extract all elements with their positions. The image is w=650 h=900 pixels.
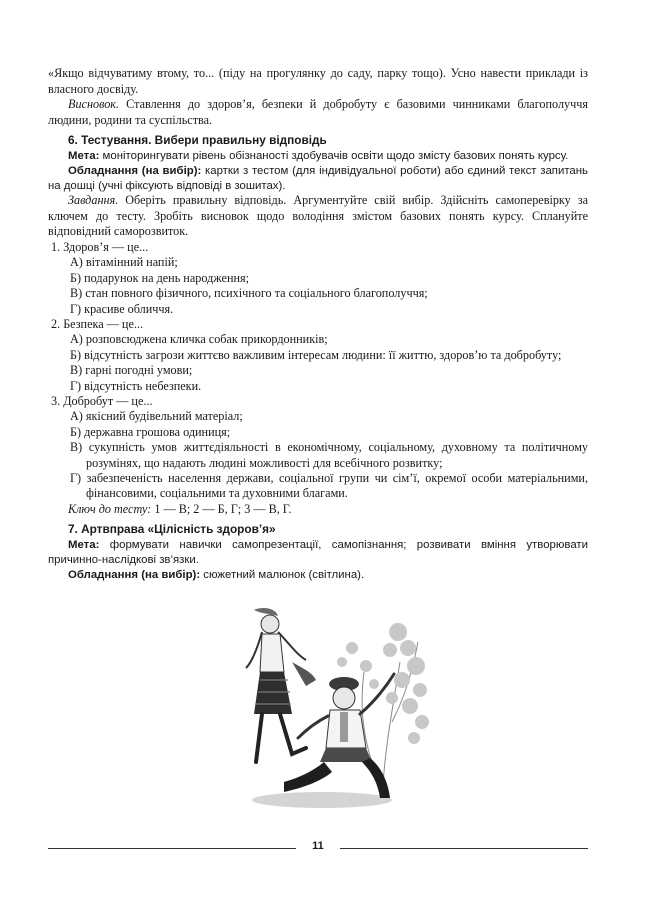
male-dancer — [284, 674, 394, 798]
section6-goal-text: моніторингувати рівень обізнаності здобувачів освіти щодо змісту базових понять курсу. — [99, 150, 569, 163]
answer-option: В) стан повного фізичного, психічного та соціального благополуччя; — [70, 286, 428, 301]
ground-shadow — [252, 792, 392, 808]
footer-rule-right — [340, 848, 588, 849]
section6-goal — [48, 149, 588, 164]
answer-option: В) сукупність умов життєдіяльності в економічному, соціальному, духовному та політичному розумінях, що надають людині можливості для всебічного розвитку; — [70, 440, 588, 470]
answer-option: А) вітамінний напій; — [70, 255, 178, 270]
intro-sentence: «Якщо відчуватиму втому, то... (піду на прогулянку до саду, парку тощо). Усно навести приклади із власного досвіду. — [48, 66, 588, 96]
test-question-2 — [48, 317, 588, 394]
test-key — [48, 502, 588, 518]
test-question-3 — [48, 394, 588, 502]
test-question-1 — [48, 240, 588, 317]
section6-goal-label: Мета: — [68, 150, 100, 163]
answer-option: Б) відсутність загрози життєво важливим інтересам людини: її життю, здоров’ю та добробуту; — [70, 347, 562, 362]
answer-option: В) гарні погодні умови; — [70, 363, 193, 378]
section7-goal-text: формувати навички самопрезентації, самопізнання; розвивати вміння утворювати причинно-наслідкові зв’язки. — [48, 539, 588, 567]
ribbons — [292, 662, 316, 686]
intro-conclusion — [48, 97, 588, 128]
page-footer — [48, 840, 588, 856]
answer-option: Г) забезпеченість населення держави, соціальної групи чи сім’ї, окремої особи матеріальними, фінансовими, соціальними та духовними благами. — [70, 471, 588, 501]
section6-task-text: Оберіть правильну відповідь. Аргументуйте свій вибір. Здійсніть самоперевірку за ключем до тесту. Зробіть висновок щодо володіння змістом базових понять курсу. Сплануйте відповідний саморозвиток. — [48, 193, 588, 239]
female-dancer — [246, 608, 316, 762]
section6-equipment-text: картки з тестом (для індивідуальної роботи) або єдиний текст запитань на дошці (учні фіксують відповіді в зошитах). — [48, 164, 588, 192]
answer-option: А) розповсюджена кличка собак прикордонників; — [70, 332, 328, 347]
section7-goal — [48, 538, 588, 567]
section6-equipment-label: Обладнання (на вибір): — [68, 164, 202, 177]
question-text: 1. Здоров’я — це... — [51, 239, 149, 254]
question-text: 2. Безпека — це... — [51, 316, 143, 331]
section7-equipment-text: сюжетний малюнок (світлина). — [200, 568, 365, 581]
answer-option: А) якісний будівельний матеріал; — [70, 409, 243, 424]
section7-goal-label: Мета: — [68, 539, 100, 552]
flower-wreath — [254, 608, 278, 616]
section6-task-label: Завдання. — [68, 193, 119, 208]
section7-heading: 7. Артвправа «Цілісність здоров’я» — [68, 522, 276, 537]
conclusion-label: Висновок. — [68, 97, 120, 112]
answer-option: Г) красиве обличчя. — [70, 301, 174, 316]
section6-equipment — [48, 164, 588, 193]
answer-option: Б) державна грошова одиниця; — [70, 424, 231, 439]
page-content — [48, 66, 588, 582]
section6-task — [48, 193, 588, 240]
question-text: 3. Добробут — це... — [51, 394, 153, 408]
conclusion-text: Ставлення до здоров’я, безпеки й добробуту є базовими чинниками благополуччя людини, родини та суспільства. — [48, 97, 588, 127]
answer-option: Г) відсутність небезпеки. — [70, 378, 202, 393]
test-key-text: 1 — В; 2 — Б, Г; 3 — В, Г. — [151, 501, 292, 516]
page-number: 11 — [312, 840, 324, 852]
answer-option: Б) подарунок на день народження; — [70, 270, 249, 285]
section7-equipment-label: Обладнання (на вибір): — [68, 568, 201, 581]
test-key-label: Ключ до тесту: — [68, 501, 152, 516]
section6-heading: 6. Тестування. Вибери правильну відповідь — [68, 133, 327, 148]
section7-equipment — [48, 568, 588, 583]
dancers-illustration — [232, 602, 432, 812]
